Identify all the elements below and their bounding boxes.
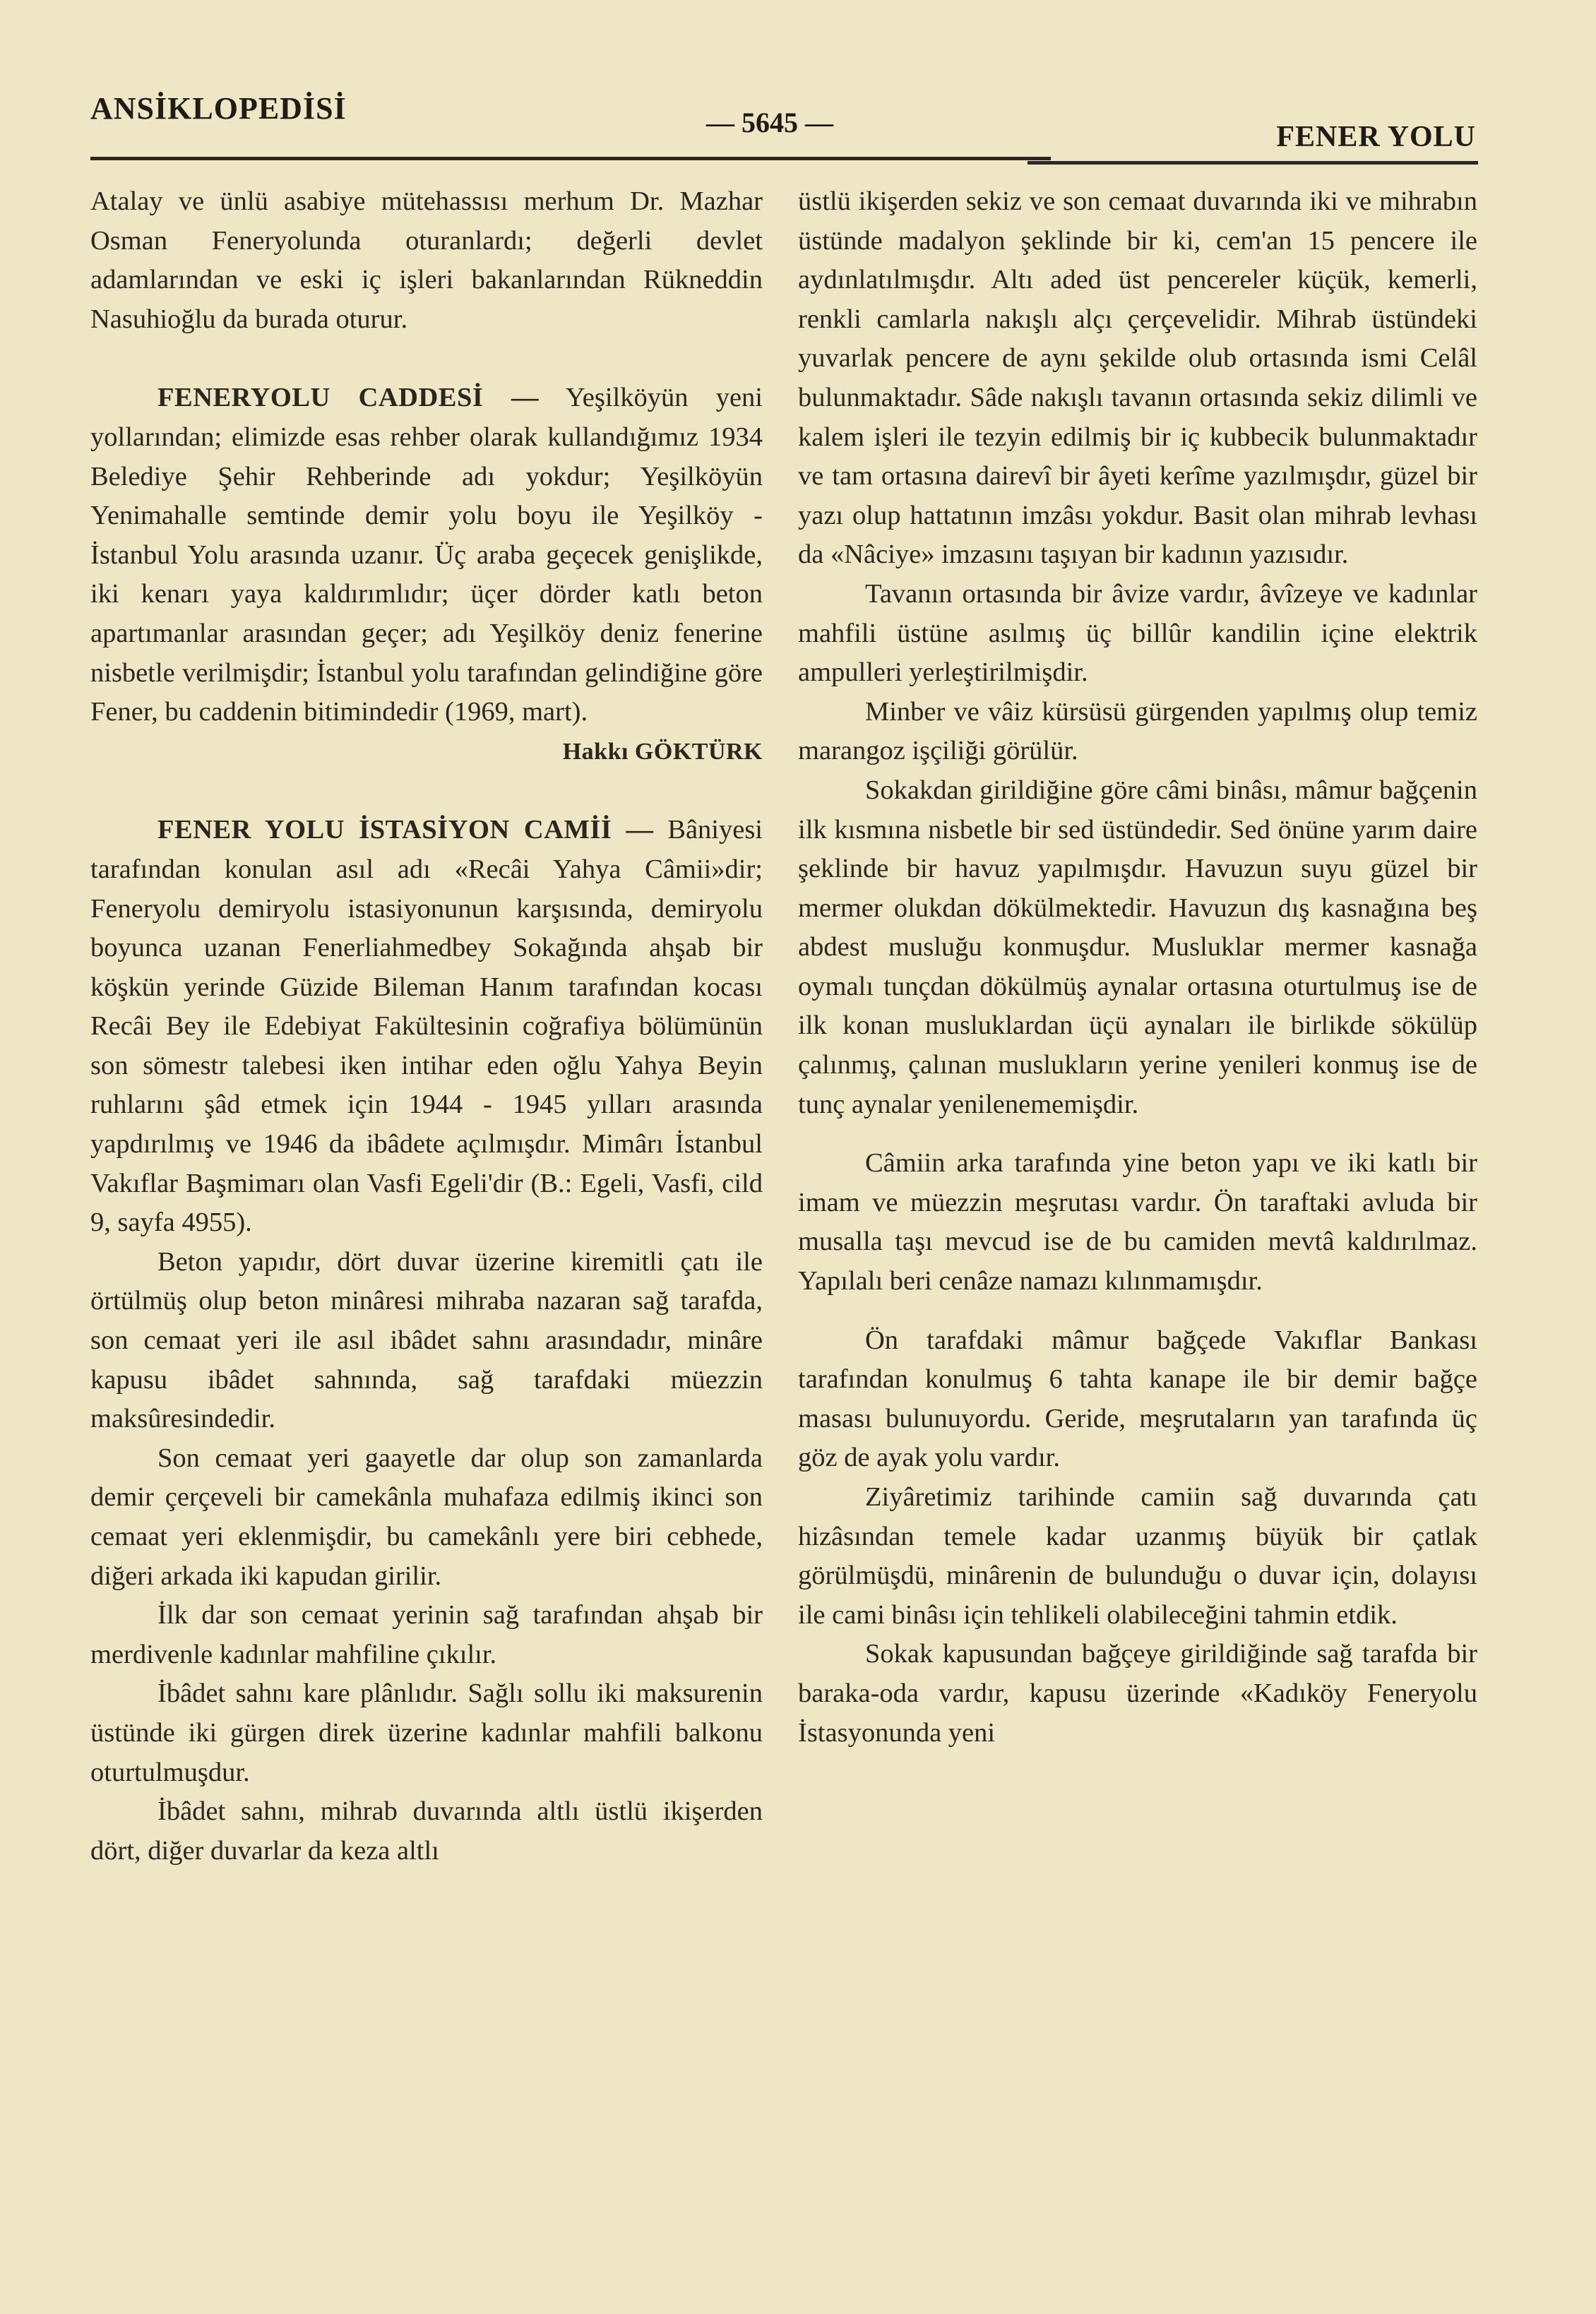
- paragraph: üstlü ikişerden sekiz ve son cemaat duvarında iki ve mihrabın üstünde madalyon şeklinde bir ki, cem'an 15 pencere ile aydınlatılmışdır. Altı aded üst pencereler küçük, kemerli, renkli camlarla nakışlı alçı çerçevelidir. Mihrab üstündeki yuvarlak pencere de aynı şekilde olub ortasında ismi Celâl bulunmaktadır. Sâde nakışlı tavanın ortasında sekiz dilimli ve kalem işleri ile tezyin edilmiş bir iç kubbecik bulunmaktadır ve tam ortasına dairevî bir âyeti kerîme yazılmışdır, güzel bir yazı olup hattatının imzâsı yokdur. Basit olan mihrab levhası da «Nâciye» imzasını taşıyan bir kadının yazısıdır.: [798, 186, 1477, 570]
- right-column: [798, 182, 1477, 1753]
- entry-fener-yolu-istasiyon-camii: [90, 811, 763, 1243]
- paragraph: İbâdet sahnı, mihrab duvarında altlı üstlü ikişerden dört, diğer duvarlar da keza altlı: [90, 1796, 763, 1866]
- entry-heading: FENER YOLU İSTASİYON CAMİİ —: [157, 815, 654, 845]
- left-column: [90, 182, 763, 1871]
- page-number: — 5645 —: [706, 107, 833, 138]
- paragraph: Ziyâretimiz tarihinde camiin sağ duvarında çatı hizâsından temele kadar uzanmış büyük bir çatlak görülmüşdü, minârenin de bulunduğu o duvar için, dolayısı ile cami binâsı için tehlikeli olabileceğini tahmin etdik.: [798, 1482, 1477, 1630]
- paragraph: Atalay ve ünlü asabiye mütehassısı merhum Dr. Mazhar Osman Feneryolunda oturanlardı; değerli devlet adamlarından ve eski iç işleri bakanlarından Rükneddin Nasuhioğlu da burada oturur.: [90, 186, 763, 334]
- paragraph: Son cemaat yeri gaayetle dar olup son zamanlarda demir çerçeveli bir camekânla muhafaza edilmiş ikinci son cemaat yeri eklenmişdir, bu camekânlı yere biri cebhede, diğeri arkada iki kapudan girilir.: [90, 1443, 763, 1591]
- paragraph: Beton yapıdır, dört duvar üzerine kiremitli çatı ile örtülmüş olup beton minâresi mihraba nazaran sağ tarafda, son cemaat yeri ile asıl ibâdet sahnı arasındadır, minâre kapusu ibâdet sahnında, sağ tarafdaki müezzin maksûresindedir.: [90, 1246, 763, 1434]
- paragraph: Sokak kapusundan bağçeye girildiğinde sağ tarafda bir baraka-oda vardır, kapusu üzerinde «Kadıköy Feneryolu İstasyonunda yeni: [798, 1639, 1477, 1748]
- paragraph: Câmiin arka tarafında yine beton yapı ve iki katlı bir imam ve müezzin meşrutası vardır. Ön taraftaki avluda bir musalla taşı mevcud ise de bu camiden mevtâ kaldırılmaz. Yapılalı beri cenâze namazı kılınmamışdır.: [798, 1148, 1477, 1296]
- header-rule-left: [90, 157, 1051, 160]
- running-header-left: ANSİKLOPEDİSİ: [90, 91, 347, 126]
- running-header-right: FENER YOLU: [1276, 121, 1476, 153]
- paragraph: İlk dar son cemaat yerinin sağ tarafından ahşab bir merdivenle kadınlar mahfiline çıkılır.: [90, 1600, 763, 1669]
- paragraph: Minber ve vâiz kürsüsü gürgenden yapılmış olup temiz marangoz işçiliği görülür.: [798, 696, 1477, 766]
- paragraph: Tavanın ortasında bir âvize vardır, âvîzeye ve kadınlar mahfili üstüne asılmış üç billûr kandilin içine elektrik ampulleri yerleştirilmişdir.: [798, 578, 1477, 688]
- entry-text: Bâniyesi tarafından konulan asıl adı «Recâi Yahya Câmii»dir; Feneryolu demiryolu istasiyonunun karşısında, demiryolu boyunca uzanan Fenerliahmedbey Sokağında ahşab bir köşkün yerinde Güzide Bileman Hanım tarafından kocası Recâi Bey ile Edebiyat Fakültesinin coğrafiya bölümünün son sömestr talebesi iken intihar eden oğlu Yahya Beyin ruhlarını şâd etmek için 1944 - 1945 yılları arasında yapdırılmış ve 1946 da ibâdete açılmışdır. Mimârı İstanbul Vakıflar Başmimarı olan Vasfi Egeli'dir (B.: Egeli, Vasfi, cild 9, sayfa 4955).: [90, 815, 763, 1238]
- paragraph: Sokakdan girildiğine göre câmi binâsı, mâmur bağçenin ilk kısmına nisbetle bir sed üstündedir. Sed önüne yarım daire şeklinde bir havuz yapılmışdır. Havuzun suyu güzel bir mermer olukdan dökülmektedir. Havuzun dış kasnağına beş abdest musluğu konmuşdur. Musluklar mermer kasnağa oymalı tunçdan dökülmüş aynalar ortasına oturtulmuş ise de ilk konan musluklardan üçü aynaları ile birlikde sökülüp çalınmış, çalınan muslukların yerine yenileri konmuş ise de tunç aynalar yenilenememişdir.: [798, 775, 1477, 1119]
- entry-feneryolu-caddesi: [90, 378, 763, 732]
- entry-text: Yeşilköyün yeni yollarından; elimizde esas rehber olarak kullandığımız 1934 Belediye Şehir Rehberinde adı yokdur; Yeşilköyün Yenimahalle semtinde demir yolu boyu ile Yeşilköy - İstanbul Yolu arasında uzanır. Üç araba geçecek genişlikde, iki kenarı yaya kaldırımlıdır; üçer dörder katlı beton apartımanlar arasından geçer; adı Yeşilköy deniz fenerine nisbetle verilmişdir; İstanbul yolu tarafından gelindiğine göre Fener, bu caddenin bitimindedir (1969, mart).: [90, 383, 763, 727]
- header-rule-right: [1028, 161, 1478, 165]
- paragraph: Ön tarafdaki mâmur bağçede Vakıflar Bankası tarafından konulmuş 6 tahta kanape ile bir demir bağçe masası bulunuyordu. Geride, meşrutaların yan tarafında üç göz de ayak yolu vardır.: [798, 1325, 1477, 1473]
- paragraph: İbâdet sahnı kare plânlıdır. Sağlı sollu iki maksurenin üstünde iki gürgen direk üzerine kadınlar mahfili balkonu oturtulmuşdur.: [90, 1678, 763, 1787]
- author-signature: Hakkı GÖKTÜRK: [562, 738, 763, 765]
- entry-heading: FENERYOLU CADDESİ —: [157, 383, 540, 413]
